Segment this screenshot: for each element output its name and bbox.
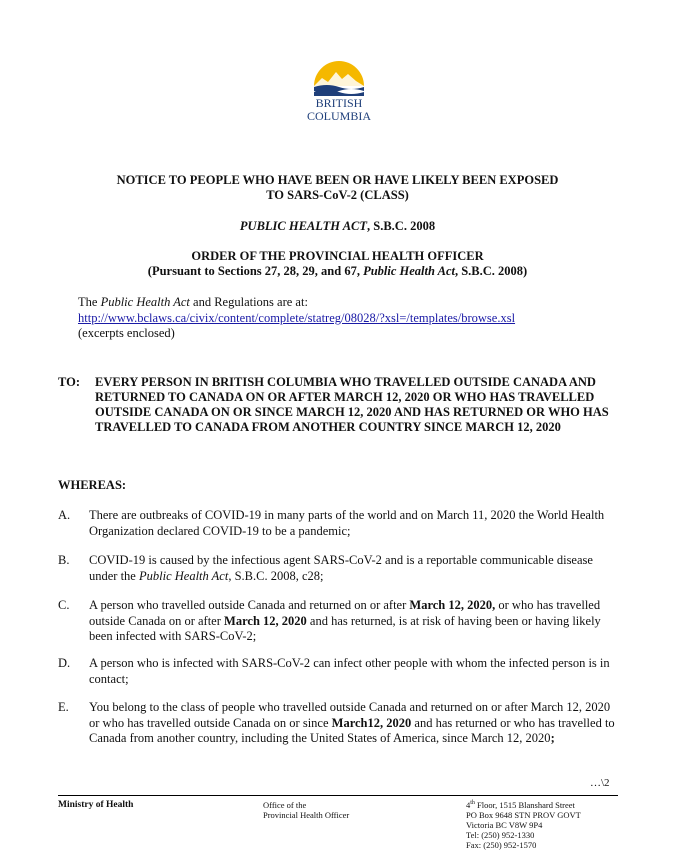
item-text: A person who is infected with SARS-CoV-2 can infect other people with whom the infected person is in contact;: [89, 656, 610, 686]
act-heading: [0, 219, 675, 234]
to-label: TO:: [58, 375, 80, 389]
footer-address: 4th Floor, 1515 Blanshard Street PO Box 9648 STN PROV GOVT Victoria BC V8W 9P4 Tel: (250) 952-1330 Fax: (250) 952-1570: [466, 800, 581, 850]
bc-sun-icon: [312, 56, 366, 96]
notice-title-line-1: NOTICE TO PEOPLE WHO HAVE BEEN OR HAVE LIKELY BEEN EXPOSED: [116, 173, 559, 187]
excerpts-note: (excerpts enclosed): [78, 326, 175, 340]
act-heading-rest: , S.B.C. 2008: [367, 219, 436, 233]
logo-line-2: COLUMBIA: [306, 109, 371, 123]
intro-block: [78, 295, 515, 342]
act-heading-italic: PUBLIC HEALTH ACT: [239, 219, 368, 233]
to-text: EVERY PERSON IN BRITISH COLUMBIA WHO TRAVELLED OUTSIDE CANADA AND RETURNED TO CANADA ON OR AFTER MARCH 12, 2020 OR WHO HAS TRAVELLED OUTSIDE CANADA ON OR SINCE MARCH 12, 2020 AND HAS RETURNED OR WHO HAS TRAVELLED TO CANADA FROM ANOTHER COUNTRY SINCE MARCH 12, 2020: [95, 375, 609, 434]
notice-title-line-2: TO SARS-CoV-2 (CLASS): [266, 188, 409, 202]
item-text: There are outbreaks of COVID-19 in many parts of the world and on March 11, 2020 the World Health Organization declared COVID-19 to be a pandemic;: [89, 508, 605, 538]
bc-logo: [301, 56, 377, 122]
item-text: A person who travelled outside Canada and returned on or after March 12, 2020, or who has travelled outside Canada on or after March 12, 2020 and has returned, is at risk of having been or having likely been infected with SARS-CoV-2;: [89, 598, 601, 643]
pursuant-line: (Pursuant to Sections 27, 28, 29, and 67, Public Health Act, S.B.C. 2008): [147, 264, 528, 278]
intro-line: The Public Health Act and Regulations are at:: [78, 295, 308, 309]
item-letter: C.: [58, 598, 70, 612]
item-letter: E.: [58, 700, 69, 714]
logo-line-1: BRITISH: [315, 96, 363, 110]
order-heading: [0, 249, 675, 279]
footer-office: Office of the Provincial Health Officer: [263, 800, 350, 820]
footer-ministry: Ministry of Health: [58, 800, 134, 810]
footer-divider: [58, 795, 618, 796]
whereas-heading: WHEREAS:: [58, 478, 127, 492]
item-letter: D.: [58, 656, 71, 670]
order-line: ORDER OF THE PROVINCIAL HEALTH OFFICER: [191, 249, 484, 263]
item-letter: A.: [58, 508, 71, 522]
item-text: COVID-19 is caused by the infectious agent SARS-CoV-2 and is a reportable communicable disease under the Public Health Act, S.B.C. 2008, c28;: [89, 553, 593, 583]
item-letter: B.: [58, 553, 70, 567]
continued-marker: …\2: [590, 777, 610, 789]
notice-title: [0, 173, 675, 203]
bclaws-link[interactable]: http://www.bclaws.ca/civix/content/complete/statreg/08028/?xsl=/templates/browse.xsl: [78, 310, 516, 325]
item-text: You belong to the class of people who travelled outside Canada and returned on or after March 12, 2020 or who has travelled outside Canada on or since March12, 2020 and has returned or who has travelled to Canada from another country, including the United States of America, since March 12, 2020;: [89, 700, 615, 745]
